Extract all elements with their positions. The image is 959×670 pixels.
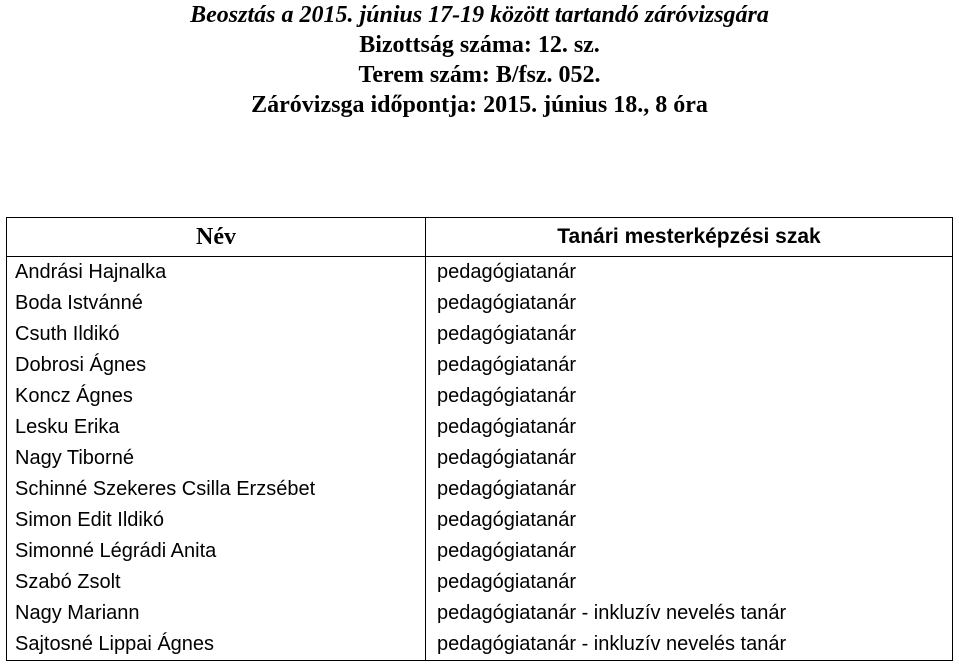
- table-row: [7, 567, 953, 598]
- student-specialization: pedagógiatanár: [426, 536, 953, 567]
- committee-number: Bizottság száma: 12. sz.: [359, 32, 600, 58]
- student-specialization: pedagógiatanár: [426, 474, 953, 505]
- student-name: Csuth Ildikó: [7, 319, 426, 350]
- table-row: [7, 443, 953, 474]
- table-row: [7, 412, 953, 443]
- student-name: Koncz Ágnes: [7, 381, 426, 412]
- student-name: Simon Edit Ildikó: [7, 505, 426, 536]
- student-name: Boda Istvánné: [7, 288, 426, 319]
- student-name: Dobrosi Ágnes: [7, 350, 426, 381]
- document-header: [0, 0, 959, 120]
- student-specialization: pedagógiatanár - inkluzív nevelés tanár: [426, 598, 953, 629]
- exam-roster-table: [6, 217, 953, 661]
- student-specialization: pedagógiatanár: [426, 443, 953, 474]
- student-specialization: pedagógiatanár: [426, 350, 953, 381]
- table-row: [7, 598, 953, 629]
- student-name: Nagy Mariann: [7, 598, 426, 629]
- table-row: [7, 381, 953, 412]
- student-specialization: pedagógiatanár: [426, 257, 953, 289]
- student-name: Sajtosné Lippai Ágnes: [7, 629, 426, 661]
- table-row: [7, 257, 953, 289]
- student-name: Nagy Tiborné: [7, 443, 426, 474]
- student-name: Lesku Erika: [7, 412, 426, 443]
- table-row: [7, 505, 953, 536]
- column-header-specialization: Tanári mesterképzési szak: [426, 218, 953, 257]
- table-row: [7, 288, 953, 319]
- table-row: [7, 350, 953, 381]
- table-header-row: [7, 218, 953, 257]
- table-row: [7, 474, 953, 505]
- table-row: [7, 536, 953, 567]
- table-row: [7, 629, 953, 661]
- student-name: Szabó Zsolt: [7, 567, 426, 598]
- student-specialization: pedagógiatanár: [426, 381, 953, 412]
- student-name: Schinné Szekeres Csilla Erzsébet: [7, 474, 426, 505]
- student-specialization: pedagógiatanár: [426, 505, 953, 536]
- student-specialization: pedagógiatanár: [426, 567, 953, 598]
- student-name: Andrási Hajnalka: [7, 257, 426, 289]
- student-specialization: pedagógiatanár - inkluzív nevelés tanár: [426, 629, 953, 661]
- student-specialization: pedagógiatanár: [426, 288, 953, 319]
- column-header-name: Név: [7, 218, 426, 257]
- exam-datetime: Záróvizsga időpontja: 2015. június 18., 8 óra: [251, 92, 708, 118]
- student-specialization: pedagógiatanár: [426, 319, 953, 350]
- table-row: [7, 319, 953, 350]
- student-specialization: pedagógiatanár: [426, 412, 953, 443]
- document-title: Beosztás a 2015. június 17-19 között tartandó záróvizsgára: [190, 2, 769, 28]
- student-name: Simonné Légrádi Anita: [7, 536, 426, 567]
- room-number: Terem szám: B/fsz. 052.: [358, 62, 601, 88]
